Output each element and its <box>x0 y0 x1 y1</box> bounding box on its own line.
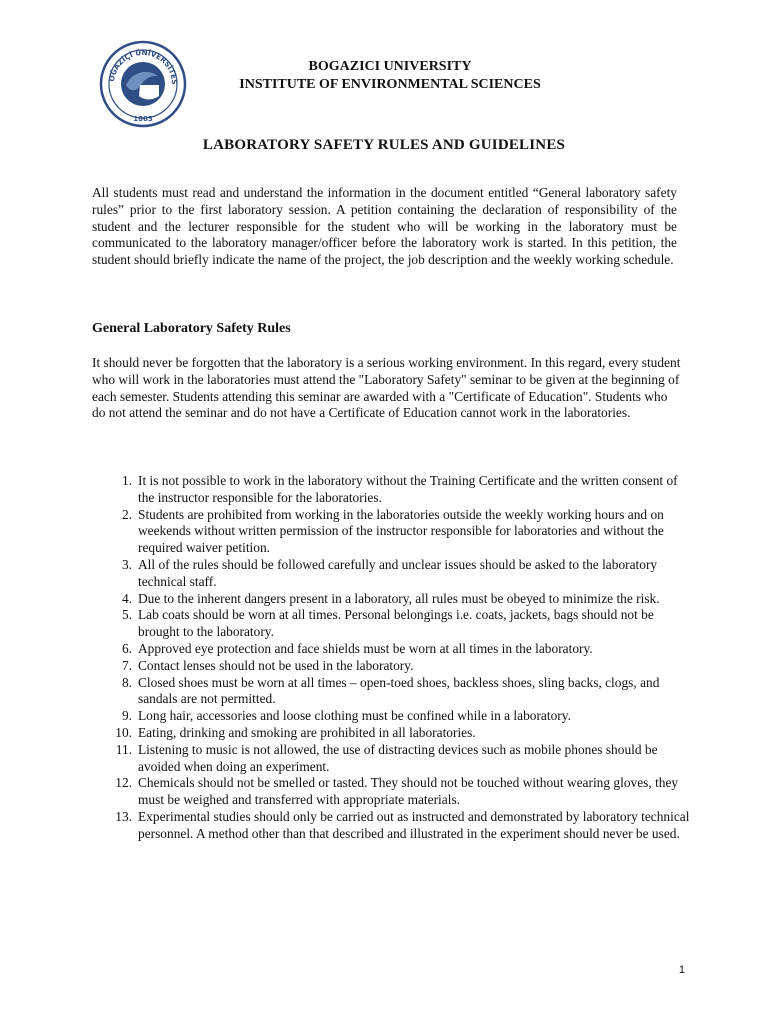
university-seal-icon <box>98 39 188 129</box>
section-heading: General Laboratory Safety Rules <box>92 321 291 336</box>
institute-name: INSTITUTE OF ENVIRONMENTAL SCIENCES <box>239 77 541 92</box>
rule-item-3 <box>92 557 692 591</box>
rule-text: Students are prohibited from working in the laboratories outside the weekly working hours and on weekends without written permission of the instructor responsible for laboratories and without the required waiver petition. <box>138 506 664 556</box>
rule-number: 13. <box>115 808 132 824</box>
rule-number: 1. <box>121 473 132 488</box>
rule-number: 2. <box>121 506 132 522</box>
rule-item-9 <box>92 708 692 725</box>
rule-text: Contact lenses should not be used in the laboratory. <box>138 657 414 673</box>
seal-year-text: 1863 <box>133 115 153 123</box>
rule-number: 3. <box>121 556 132 572</box>
section-paragraph: It should never be forgotten that the laboratory is a serious working environment. In this regard, every student who will work in the laboratories must attend the "Laboratory Safety" seminar to be given at the beginning of each semester. Students attending this seminar are awarded with a "Certificate of Education". Students who do not attend the seminar and do not have a Certificate of Education cannot work in the laboratories. <box>92 355 681 421</box>
rule-item-13 <box>92 809 692 843</box>
rule-number: 11. <box>115 741 132 757</box>
rule-item-11 <box>92 742 692 776</box>
rule-item-10 <box>92 725 692 742</box>
page-number: 1 <box>678 964 685 976</box>
rule-item-7 <box>92 658 692 675</box>
rule-item-8 <box>92 675 692 709</box>
university-name: BOGAZICI UNIVERSITY <box>308 59 472 74</box>
rule-number: 10. <box>115 724 132 740</box>
rule-item-6 <box>92 641 692 658</box>
intro-paragraph: All students must read and understand the information in the document entitled “General laboratory safety rules” prior to the first laboratory session. A petition containing the declaration of responsibility of the student and the lecturer responsible for the student who will be working in the laboratory must be communicated to the laboratory manager/officer before the laboratory work is started. In this petition, the student should briefly indicate the name of the project, the job description and the weekly working schedule. <box>92 185 677 268</box>
rule-text: It is not possible to work in the laboratory without the Training Certificate and the written consent of the instructor responsible for the laboratories. <box>138 473 678 505</box>
university-seal-svg <box>98 39 188 129</box>
seal-arc-textpath: OĞAZİÇİ ÜNİVERSİTES <box>107 47 180 85</box>
rule-text: Lab coats should be worn at all times. Personal belongings i.e. coats, jackets, bags should not be brought to the laboratory. <box>138 607 654 640</box>
document-title: LABORATORY SAFETY RULES AND GUIDELINES <box>202 137 566 153</box>
rule-text: Long hair, accessories and loose clothing must be confined while in a laboratory. <box>138 708 571 724</box>
safety-rules-list <box>92 473 692 843</box>
rule-text: Due to the inherent dangers present in a laboratory, all rules must be obeyed to minimize the risk. <box>138 590 660 606</box>
rule-text: Closed shoes must be worn at all times – open-toed shoes, backless shoes, sling backs, clogs, and sandals are not permitted. <box>138 674 660 707</box>
rule-number: 7. <box>121 657 132 673</box>
rule-item-4 <box>92 591 692 608</box>
rule-number: 9. <box>121 708 132 724</box>
rule-text: Chemicals should not be smelled or tasted. They should not be touched without wearing gloves, they must be weighed and transferred with appropriate materials. <box>138 775 679 808</box>
rule-number: 12. <box>115 775 132 791</box>
rule-text: Listening to music is not allowed, the use of distracting devices such as mobile phones should be avoided when doing an experiment. <box>138 741 658 774</box>
rule-item-12 <box>92 775 692 809</box>
rule-number: 4. <box>121 590 132 606</box>
rule-text: Experimental studies should only be carried out as instructed and demonstrated by laboratory technical personnel. A method other than that described and illustrated in the experiment should never be used. <box>138 808 690 841</box>
rule-text: Approved eye protection and face shields must be worn at all times in the laboratory. <box>138 640 593 656</box>
rule-item-1 <box>92 473 692 507</box>
rule-item-2 <box>92 507 692 557</box>
document-header <box>180 58 600 94</box>
rule-number: 6. <box>121 640 132 656</box>
rule-number: 5. <box>121 607 132 623</box>
seal-g-shape <box>139 85 159 99</box>
rule-item-5 <box>92 607 692 641</box>
rule-text: Eating, drinking and smoking are prohibited in all laboratories. <box>138 724 476 740</box>
rule-number: 8. <box>121 674 132 690</box>
rule-text: All of the rules should be followed carefully and unclear issues should be asked to the laboratory technical staff. <box>138 556 658 589</box>
